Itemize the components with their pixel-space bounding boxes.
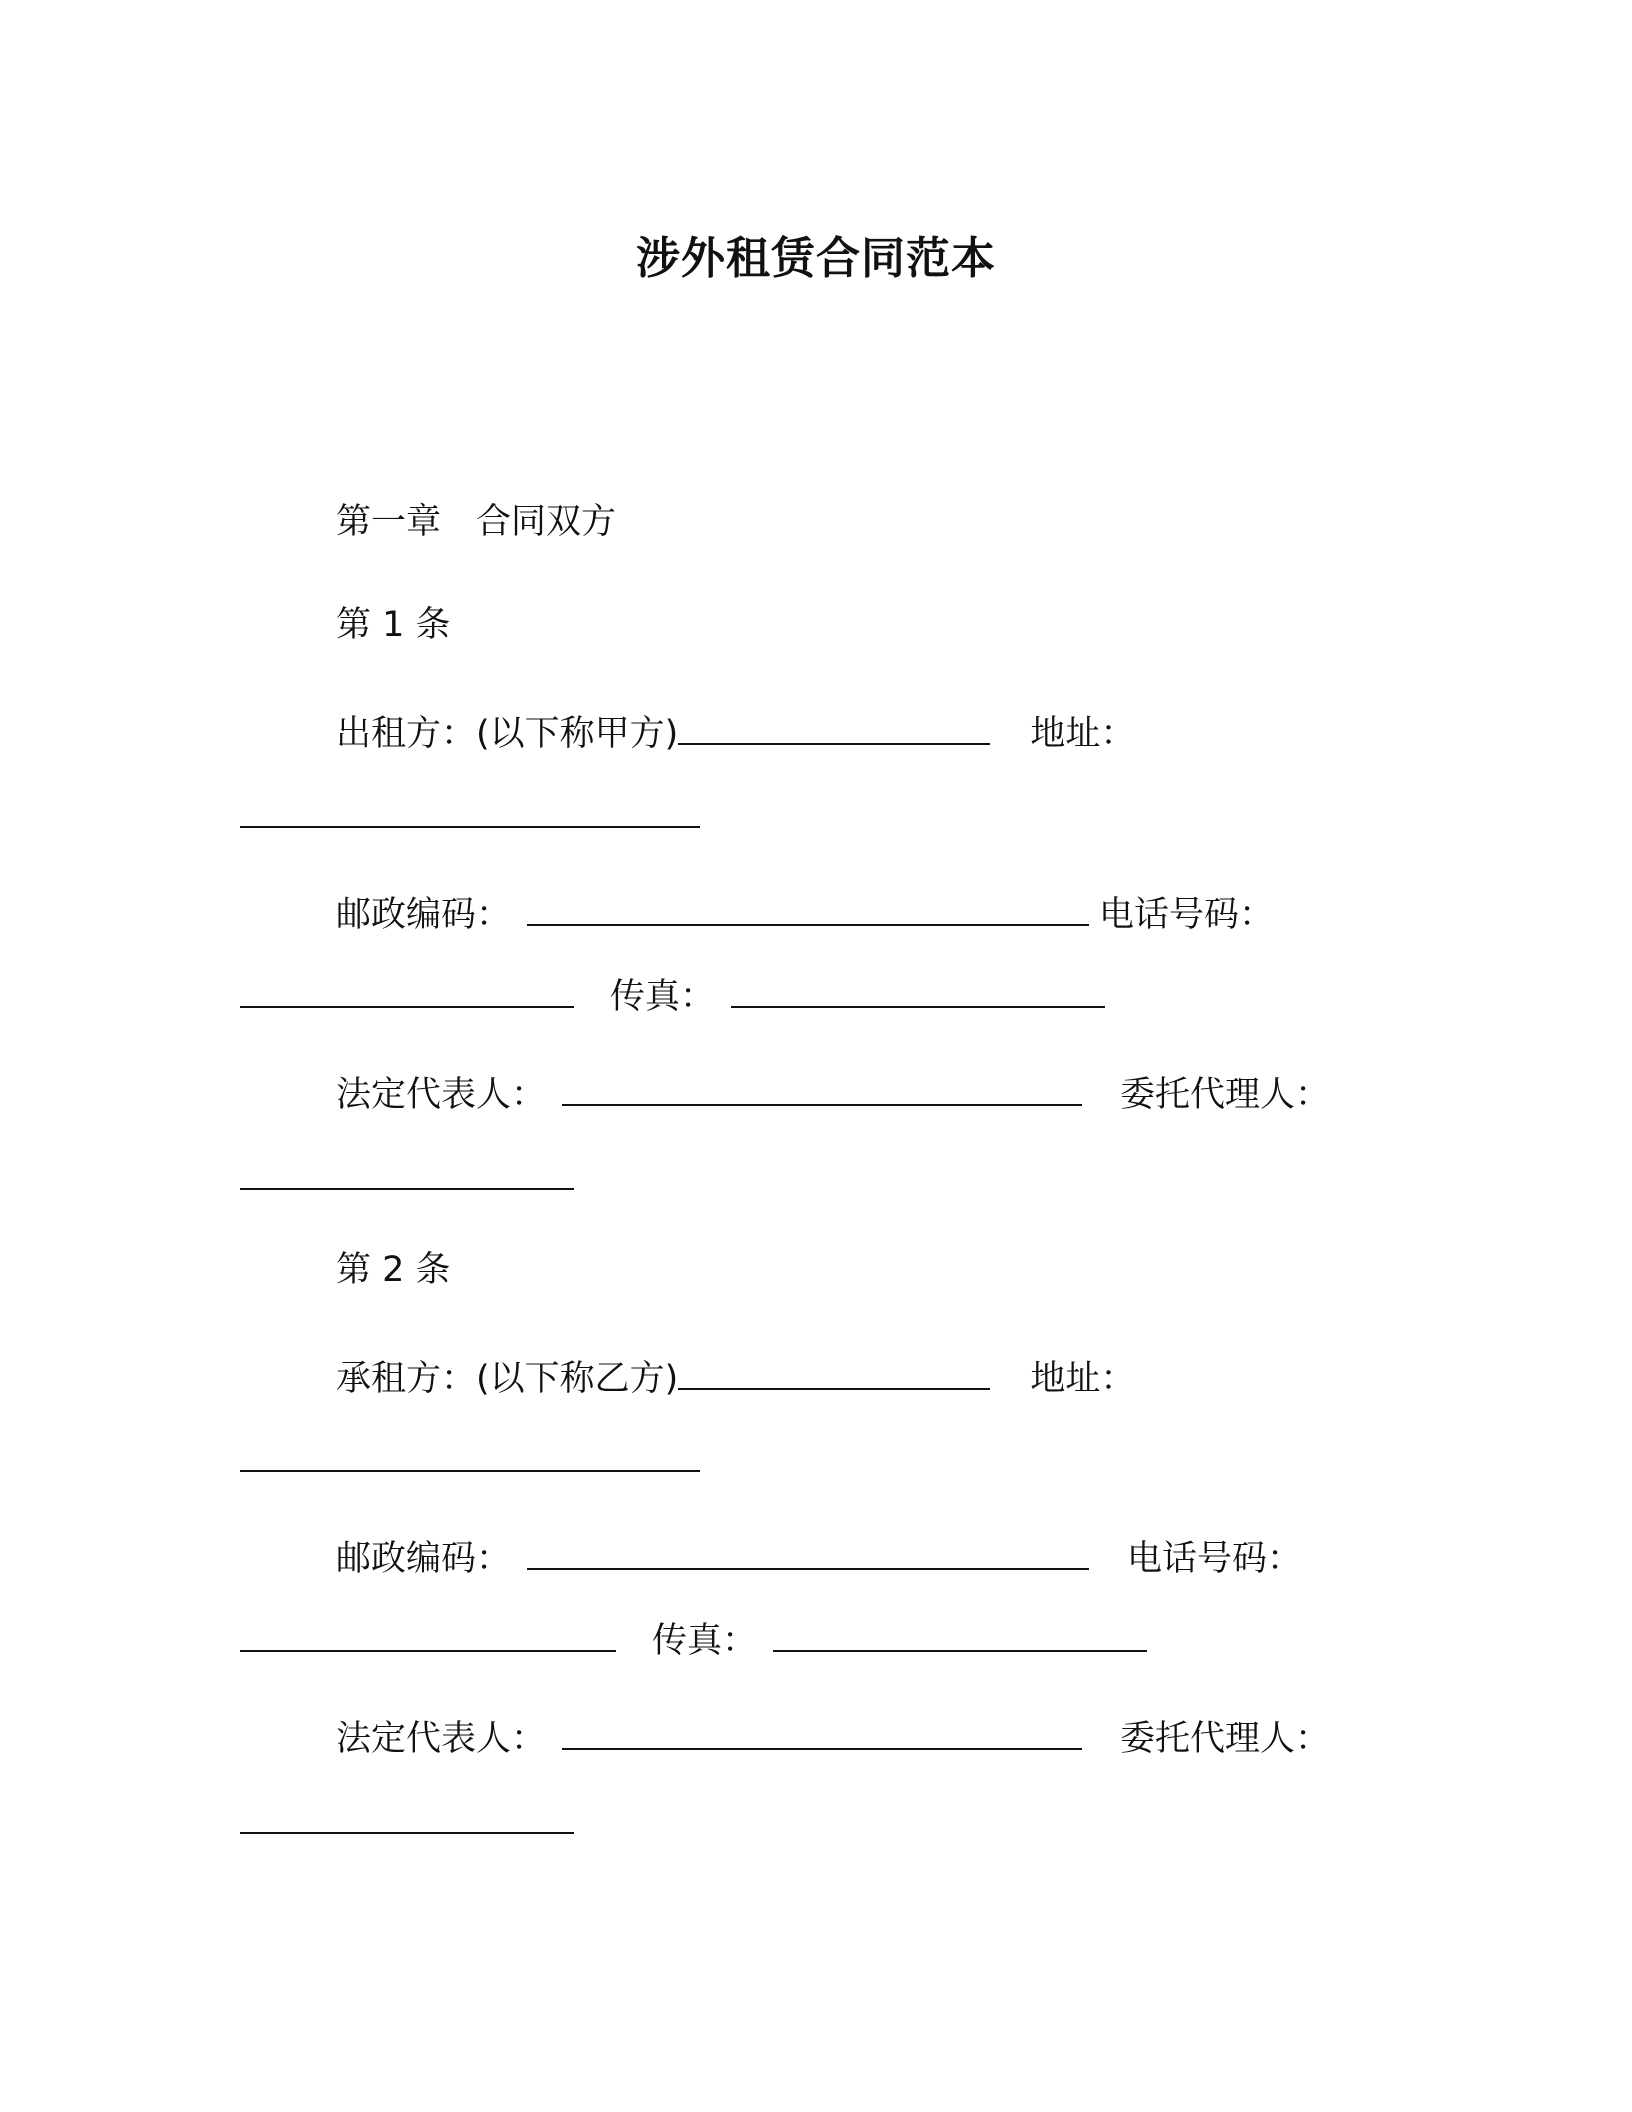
article-2-phone-fax-line	[240, 1614, 1147, 1663]
article-2-address-line	[240, 1434, 700, 1483]
lessor-agent-label: 委托代理人：	[1120, 1075, 1331, 1115]
lessor-postal-blank[interactable]	[527, 888, 1089, 926]
article-2-rep-line	[336, 1712, 1330, 1761]
lessor-address-blank[interactable]	[240, 790, 700, 828]
lessor-fax-label: 传真：	[610, 977, 716, 1017]
lessee-fax-label: 传真：	[652, 1621, 758, 1661]
lessee-name-blank[interactable]	[678, 1352, 990, 1390]
lessee-phone-label: 电话号码：	[1127, 1539, 1303, 1579]
article-1-phone-fax-line	[240, 970, 1105, 1019]
lessee-address-label: 地址：	[1030, 1359, 1136, 1399]
article-1-rep-line	[336, 1068, 1330, 1117]
lessor-agent-blank[interactable]	[240, 1152, 574, 1190]
lessee-label: 承租方：(以下称乙方)	[336, 1359, 679, 1399]
lessee-phone-blank[interactable]	[240, 1614, 616, 1652]
lessee-agent-label: 委托代理人：	[1120, 1719, 1331, 1759]
article-1-heading: 第 1 条	[336, 605, 451, 645]
lessor-fax-blank[interactable]	[731, 970, 1105, 1008]
lessee-legal-rep-blank[interactable]	[562, 1712, 1082, 1750]
article-1-agent-line	[240, 1152, 574, 1201]
article-1-address-line	[240, 790, 700, 839]
article-2-postal-line	[336, 1532, 1302, 1581]
lessee-fax-blank[interactable]	[773, 1614, 1147, 1652]
article-2-agent-line	[240, 1796, 574, 1845]
lessor-phone-blank[interactable]	[240, 970, 574, 1008]
article-1-postal-line	[336, 888, 1274, 937]
lessor-name-blank[interactable]	[678, 707, 990, 745]
lessee-postal-blank[interactable]	[527, 1532, 1089, 1570]
lessor-phone-label: 电话号码：	[1099, 895, 1275, 935]
lessee-legal-rep-label: 法定代表人：	[336, 1719, 547, 1759]
lessor-address-label: 地址：	[1030, 714, 1136, 754]
article-2-lessee-line	[336, 1352, 1135, 1401]
lessee-address-blank[interactable]	[240, 1434, 700, 1472]
lessor-legal-rep-blank[interactable]	[562, 1068, 1082, 1106]
article-2-heading: 第 2 条	[336, 1250, 451, 1290]
lessee-postal-label: 邮政编码：	[336, 1539, 512, 1579]
article-1-lessor-line	[336, 707, 1135, 756]
lessor-postal-label: 邮政编码：	[336, 895, 512, 935]
chapter-heading: 第一章 合同双方	[336, 502, 617, 542]
document-title: 涉外租赁合同范本	[636, 233, 996, 284]
lessee-agent-blank[interactable]	[240, 1796, 574, 1834]
lessor-label: 出租方：(以下称甲方)	[336, 714, 679, 754]
lessor-legal-rep-label: 法定代表人：	[336, 1075, 547, 1115]
